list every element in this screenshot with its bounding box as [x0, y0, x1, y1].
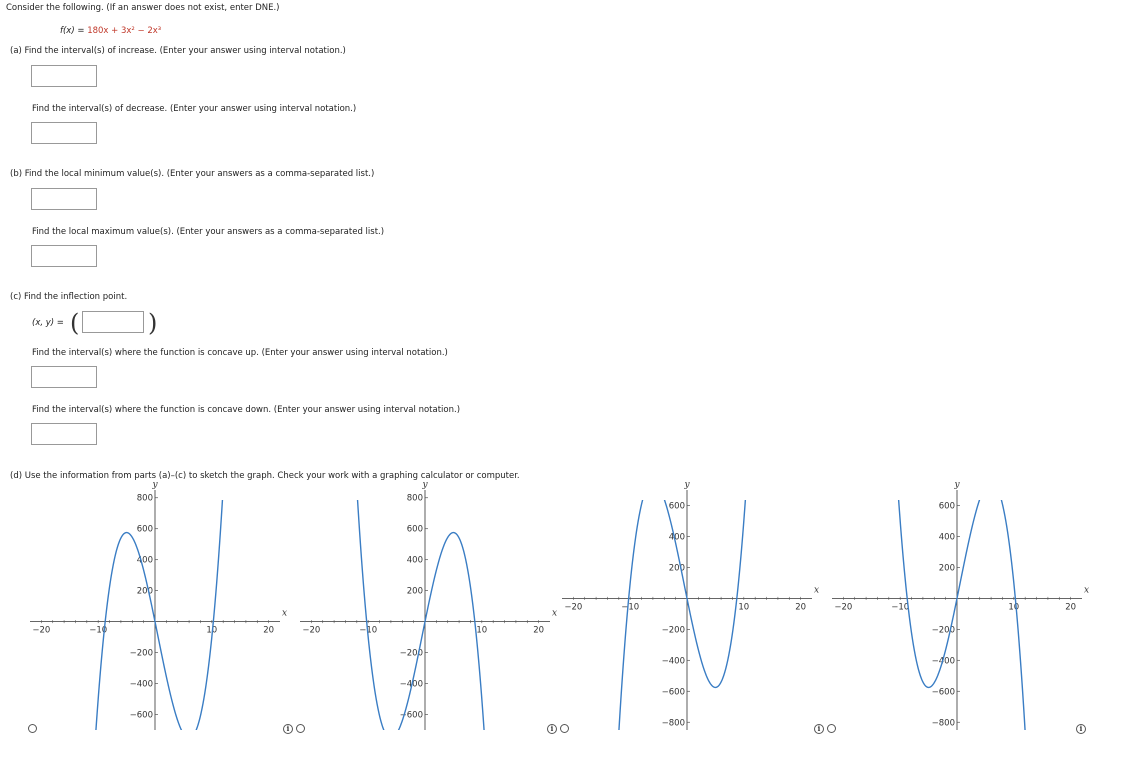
part-c-concave-up-prompt: Find the interval(s) where the function is concave up. (Enter your answer using interval notation.): [32, 348, 448, 358]
y-axis-label: y: [954, 480, 960, 490]
y-tick-label: 400: [938, 532, 955, 543]
x-tick-label: 20: [533, 625, 545, 636]
y-tick-label: 400: [136, 555, 153, 566]
inflection-xy-label: (x, y) =: [32, 318, 64, 328]
x-tick-label: 20: [795, 602, 807, 613]
info-icon[interactable]: i: [283, 724, 293, 734]
x-tick-label: −10: [359, 625, 378, 636]
y-tick-label: 200: [406, 586, 423, 597]
x-tick-label: 20: [1065, 602, 1077, 613]
x-tick-label: 10: [738, 602, 750, 613]
inflection-point-input[interactable]: [82, 311, 144, 333]
x-tick-label: 10: [1008, 602, 1020, 613]
part-d-sketch-prompt: (d) Use the information from parts (a)–(c) to sketch the graph. Check your work with a graphing calculator or computer.: [10, 471, 520, 481]
y-tick-label: −400: [661, 656, 685, 667]
x-tick-label: −20: [834, 602, 853, 613]
x-tick-label: 10: [476, 625, 488, 636]
x-tick-label: −10: [621, 602, 640, 613]
x-axis-label: x: [1084, 585, 1090, 596]
part-a-decrease-prompt: Find the interval(s) of decrease. (Enter your answer using interval notation.): [32, 104, 357, 114]
y-axis-label: y: [152, 480, 158, 490]
function-rhs: 180x + 3x² − 2x³: [87, 26, 162, 36]
y-tick-label: −800: [931, 718, 955, 729]
x-tick-label: −10: [89, 625, 108, 636]
y-tick-label: 400: [406, 555, 423, 566]
y-tick-label: 600: [668, 501, 685, 512]
y-tick-label: 800: [136, 493, 153, 504]
y-tick-label: −200: [129, 648, 153, 659]
y-tick-label: 200: [668, 563, 685, 574]
y-axis-label: y: [684, 480, 690, 490]
x-tick-label: −20: [564, 602, 583, 613]
x-axis-label: x: [282, 608, 288, 619]
y-tick-label: 200: [938, 563, 955, 574]
decrease-interval-input[interactable]: [31, 122, 97, 144]
y-tick-label: −200: [661, 625, 685, 636]
y-axis-label: y: [422, 480, 428, 490]
info-icon[interactable]: i: [814, 724, 824, 734]
x-tick-label: −20: [32, 625, 51, 636]
graph-option-2: [300, 480, 558, 730]
y-tick-label: 800: [406, 493, 423, 504]
y-tick-label: −200: [399, 648, 423, 659]
y-tick-label: 600: [406, 524, 423, 535]
y-tick-label: −600: [399, 710, 423, 721]
x-tick-label: 20: [263, 625, 275, 636]
part-a-increase-prompt: (a) Find the interval(s) of increase. (Enter your answer using interval notation.): [10, 46, 346, 56]
left-paren: (: [70, 309, 80, 337]
y-tick-label: −600: [931, 687, 955, 698]
x-axis-label: x: [552, 608, 558, 619]
local-max-input[interactable]: [31, 245, 97, 267]
x-tick-label: −10: [891, 602, 910, 613]
y-tick-label: −600: [129, 710, 153, 721]
radio-button-icon[interactable]: [827, 724, 836, 733]
y-tick-label: −200: [931, 625, 955, 636]
y-tick-label: −600: [661, 687, 685, 698]
y-tick-label: −800: [661, 718, 685, 729]
part-c-concave-down-prompt: Find the interval(s) where the function is concave down. (Enter your answer using interval notation.): [32, 405, 461, 415]
y-tick-label: −400: [399, 679, 423, 690]
part-b-min-prompt: (b) Find the local minimum value(s). (Enter your answers as a comma-separated list.): [10, 169, 375, 179]
x-tick-label: −20: [302, 625, 321, 636]
part-b-max-prompt: Find the local maximum value(s). (Enter your answers as a comma-separated list.): [32, 227, 385, 237]
y-tick-label: −400: [129, 679, 153, 690]
local-min-input[interactable]: [31, 188, 97, 210]
right-paren: ): [148, 309, 158, 337]
y-tick-label: 600: [136, 524, 153, 535]
radio-button-icon[interactable]: [560, 724, 569, 733]
info-icon[interactable]: i: [547, 724, 557, 734]
concave-up-input[interactable]: [31, 366, 97, 388]
radio-button-icon[interactable]: [296, 724, 305, 733]
y-tick-label: 600: [938, 501, 955, 512]
y-tick-label: −400: [931, 656, 955, 667]
x-tick-label: 10: [206, 625, 218, 636]
concave-down-input[interactable]: [31, 423, 97, 445]
radio-button-icon[interactable]: [28, 724, 37, 733]
x-axis-label: x: [814, 585, 820, 596]
function-definition: [60, 26, 161, 36]
y-tick-label: 200: [136, 586, 153, 597]
function-lhs: f(x) =: [60, 26, 88, 36]
graph-option-1: [30, 480, 288, 730]
graph-option-3: [562, 480, 820, 730]
y-tick-label: 400: [668, 532, 685, 543]
part-c-inflection-prompt: (c) Find the inflection point.: [10, 292, 128, 302]
info-icon[interactable]: i: [1076, 724, 1086, 734]
increase-interval-input[interactable]: [31, 65, 97, 87]
graph-option-4: [832, 480, 1090, 730]
intro-text: Consider the following. (If an answer does not exist, enter DNE.): [6, 3, 280, 13]
